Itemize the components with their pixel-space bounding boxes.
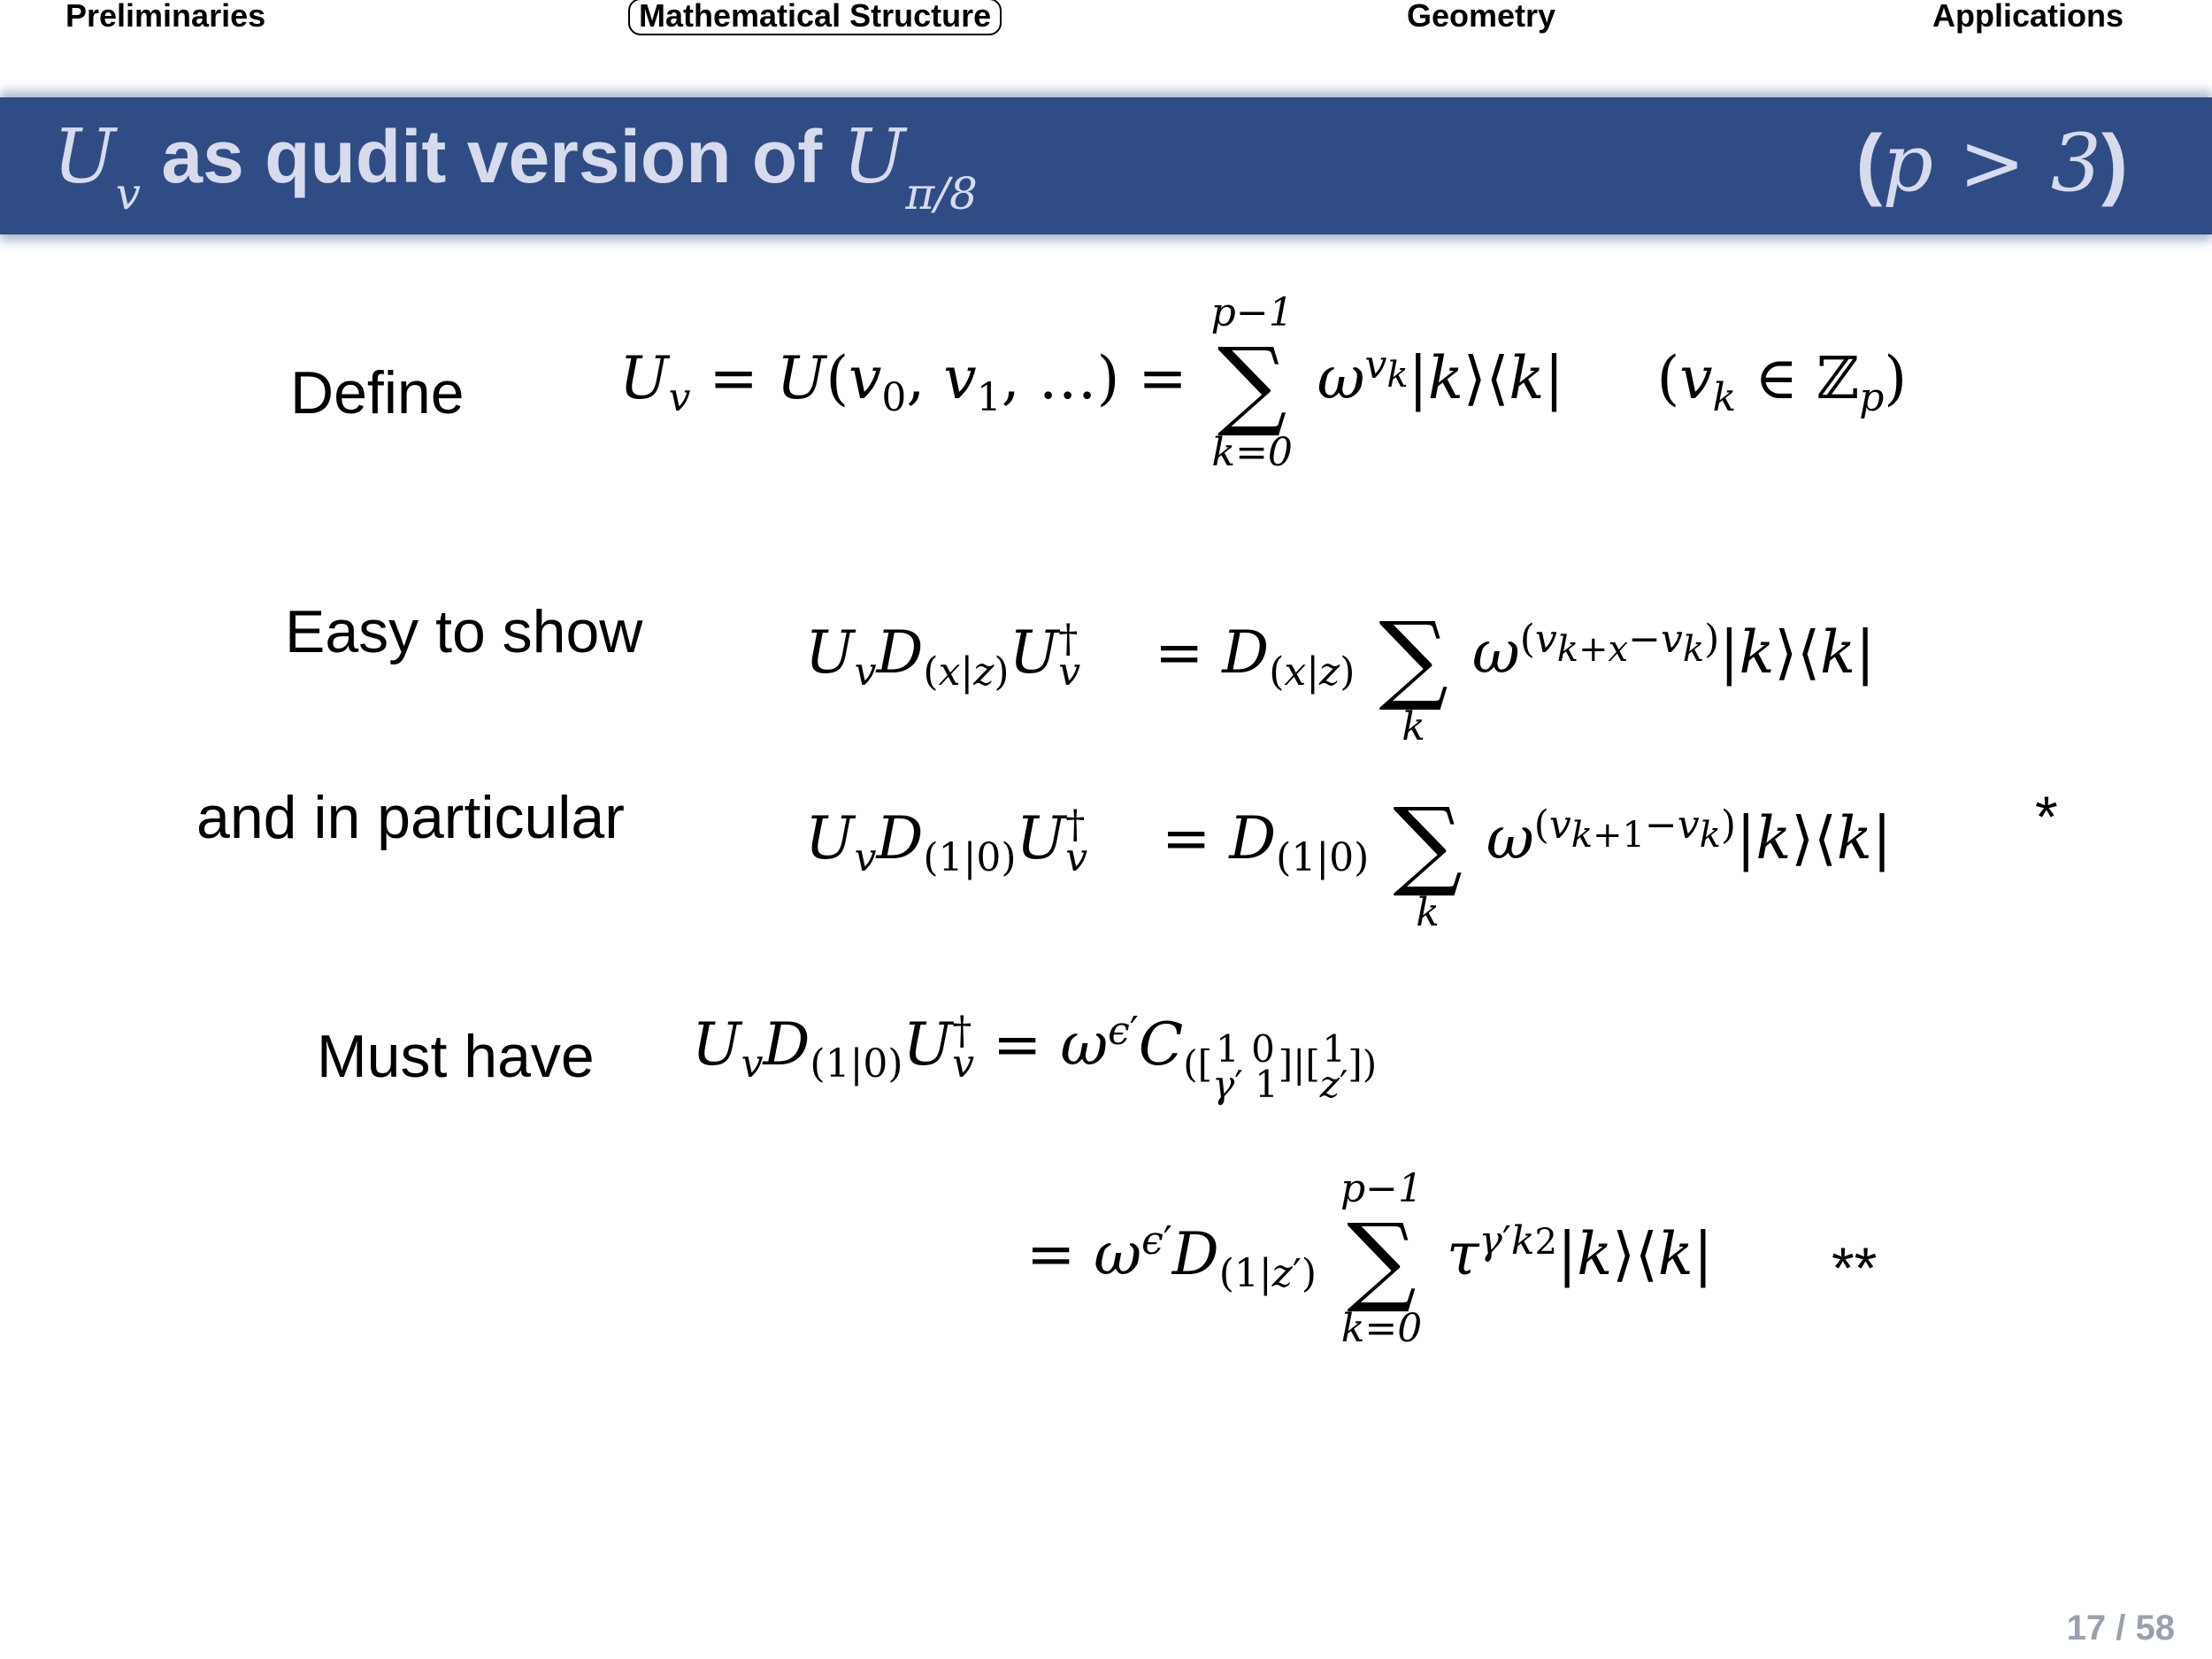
footnote-mark-double: ** <box>1832 1235 1878 1301</box>
title-condition: (p > 3) <box>1855 117 2128 210</box>
nav-item-geometry[interactable]: Geometry <box>1407 0 1556 34</box>
sum-symbol: ∑ k <box>1379 601 1448 749</box>
slide-title <box>53 113 978 219</box>
page-number: 17 / 58 <box>2066 1609 2175 1647</box>
nav-item-applications[interactable]: Applications <box>1932 0 2124 34</box>
equation-define: $U_v = U(v_0$, $v_1$, …) = p−1 ∑ k=0 $\omega^{v_k}|k⟩⟨k|$ ($v_k$ ∈ ℤ$_p$) <box>619 290 1908 475</box>
nav-item-preliminaries[interactable]: Preliminaries <box>65 0 266 34</box>
label-must-have: Must have <box>317 1023 595 1090</box>
equation-and-in-particular: $U_vD_{(1|0)}U^\dagger_v$ = $D_{(1|0)}$ ∑ k $\omega^{(v_{k+1}-v_k)}|k⟩⟨k|$ <box>805 752 1892 934</box>
sum-symbol: ∑ k <box>1393 787 1463 935</box>
nav-item-mathematical-structure[interactable]: Mathematical Structure <box>628 0 1002 35</box>
title-condition-text: p > 3 <box>1882 117 2102 210</box>
title-math-uv: $U_v$ <box>53 113 142 219</box>
section-navigation <box>0 0 2212 42</box>
label-define: Define <box>290 359 465 426</box>
title-text: as qudit version of <box>161 115 823 198</box>
equation-must-have-line2: = $\omega^{\epsilon'}D_{(1|z')}$ p−1 ∑ k=0 $\tau^{\gamma'k2}|k⟩⟨k|$ <box>1026 1166 1713 1351</box>
equation-easy-to-show: $U_vD_{(x|z)}U^\dagger_v$ = $D_{(x|z)}$ ∑ k $\omega^{(v_{k+x}-v_k)}|k⟩⟨k|$ <box>805 566 1875 749</box>
sum-symbol: p−1 ∑ k=0 <box>1340 1166 1424 1351</box>
title-math-upi8: $U_{\pi/8}$ <box>842 113 978 219</box>
slide-title-bar <box>0 97 2212 234</box>
footnote-mark-single: * <box>2035 784 2058 849</box>
equation-must-have-line1: $U_vD_{(1|0)}U^\dagger_v = \omega^{\epsilon'}C_{([1 0 \gamma' 1]|[1 z'])}$ <box>692 1009 1378 1107</box>
label-and-in-particular: and in particular <box>196 784 625 851</box>
label-easy-to-show: Easy to show <box>285 598 643 665</box>
sum-symbol: p−1 ∑ k=0 <box>1210 290 1294 475</box>
